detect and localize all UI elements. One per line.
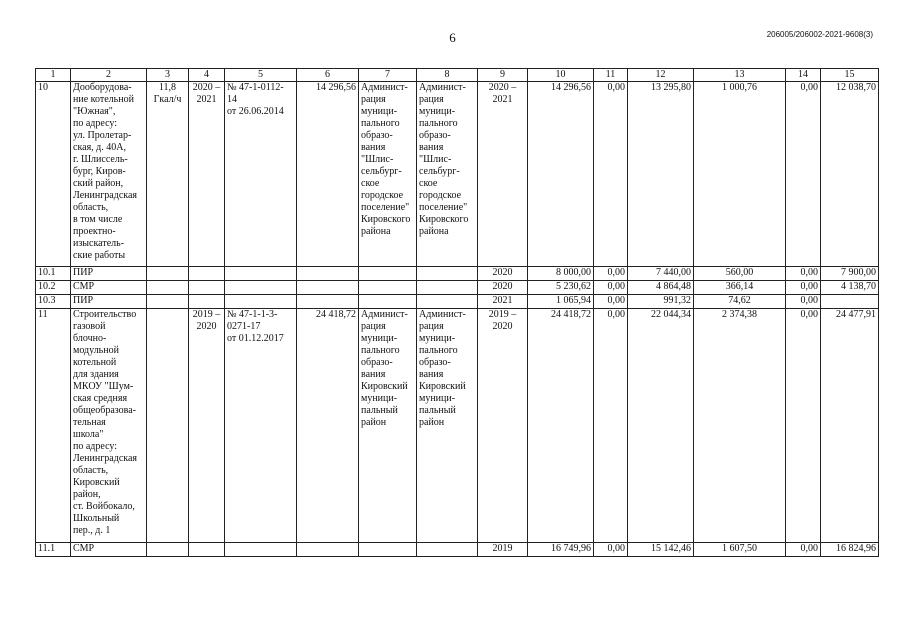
local-budget: 560,00 bbox=[694, 267, 786, 281]
object-name: СМР bbox=[71, 543, 147, 557]
total-amount: 16 749,96 bbox=[528, 543, 594, 557]
table-row bbox=[36, 267, 879, 281]
col-header: 9 bbox=[478, 69, 528, 82]
developer: Админист- рация муници- пального образо- вания "Шлис- сельбург- ское городское поселение" Кировского района bbox=[417, 82, 478, 267]
col-header: 3 bbox=[147, 69, 189, 82]
capacity bbox=[147, 267, 189, 281]
other-sources: 0,00 bbox=[786, 267, 821, 281]
table-row bbox=[36, 309, 879, 543]
financing-period: 2020 bbox=[478, 267, 528, 281]
local-budget: 1 000,76 bbox=[694, 82, 786, 267]
other-sources: 0,00 bbox=[786, 543, 821, 557]
federal-budget: 0,00 bbox=[594, 295, 628, 309]
regional-budget: 991,32 bbox=[628, 295, 694, 309]
row-number: 11.1 bbox=[36, 543, 71, 557]
federal-budget: 0,00 bbox=[594, 82, 628, 267]
estimated-cost bbox=[297, 281, 359, 295]
object-name: Дооборудова- ние котельной "Южная", по адресу: ул. Пролетар- ская, д. 40А, г. Шлиссель- бург, Киров- ский район, Ленинградская область, в том числе проектно- изыскатель- ские работы bbox=[71, 82, 147, 267]
remaining-cost: 12 038,70 bbox=[821, 82, 879, 267]
remaining-cost: 7 900,00 bbox=[821, 267, 879, 281]
row-number: 10 bbox=[36, 82, 71, 267]
col-header: 8 bbox=[417, 69, 478, 82]
period bbox=[189, 267, 225, 281]
period bbox=[189, 295, 225, 309]
other-sources: 0,00 bbox=[786, 295, 821, 309]
remaining-cost: 4 138,70 bbox=[821, 281, 879, 295]
col-header: 7 bbox=[359, 69, 417, 82]
expertise-conclusion bbox=[225, 267, 297, 281]
col-header: 2 bbox=[71, 69, 147, 82]
regional-budget: 22 044,34 bbox=[628, 309, 694, 543]
table-row bbox=[36, 543, 879, 557]
col-header: 1 bbox=[36, 69, 71, 82]
estimated-cost bbox=[297, 267, 359, 281]
estimated-cost bbox=[297, 543, 359, 557]
object-name: Строительство газовой блочно- модульной котельной для здания МКОУ "Шум- ская средняя общеобразова- тельная школа" по адресу: Ленинградская область, Кировский район, ст. Войбокало, Школьный пер., д. 1 bbox=[71, 309, 147, 543]
expertise-conclusion bbox=[225, 543, 297, 557]
object-name: ПИР bbox=[71, 267, 147, 281]
col-header: 13 bbox=[694, 69, 786, 82]
estimated-cost bbox=[297, 295, 359, 309]
objects-table bbox=[35, 68, 879, 557]
regional-budget: 15 142,46 bbox=[628, 543, 694, 557]
total-amount: 8 000,00 bbox=[528, 267, 594, 281]
col-header: 10 bbox=[528, 69, 594, 82]
customer bbox=[359, 295, 417, 309]
capacity bbox=[147, 543, 189, 557]
local-budget: 366,14 bbox=[694, 281, 786, 295]
row-number: 10.1 bbox=[36, 267, 71, 281]
federal-budget: 0,00 bbox=[594, 309, 628, 543]
col-header: 5 bbox=[225, 69, 297, 82]
financing-period: 2019 bbox=[478, 543, 528, 557]
local-budget: 2 374,38 bbox=[694, 309, 786, 543]
customer: Админист- рация муници- пального образо- вания "Шлис- сельбург- ское городское поселение" Кировского района bbox=[359, 82, 417, 267]
developer bbox=[417, 543, 478, 557]
row-number: 11 bbox=[36, 309, 71, 543]
capacity bbox=[147, 295, 189, 309]
customer: Админист- рация муници- пального образо- вания Кировский муници- пальный район bbox=[359, 309, 417, 543]
document-id: 206005/206002-2021-9608(3) bbox=[766, 30, 873, 39]
expertise-conclusion: № 47-1-1-3- 0271-17 от 01.12.2017 bbox=[225, 309, 297, 543]
estimated-cost: 24 418,72 bbox=[297, 309, 359, 543]
regional-budget: 7 440,00 bbox=[628, 267, 694, 281]
federal-budget: 0,00 bbox=[594, 281, 628, 295]
financing-period: 2021 bbox=[478, 295, 528, 309]
remaining-cost: 24 477,91 bbox=[821, 309, 879, 543]
estimated-cost: 14 296,56 bbox=[297, 82, 359, 267]
capacity bbox=[147, 309, 189, 543]
period: 2019 – 2020 bbox=[189, 309, 225, 543]
col-header: 14 bbox=[786, 69, 821, 82]
local-budget: 74,62 bbox=[694, 295, 786, 309]
other-sources: 0,00 bbox=[786, 281, 821, 295]
expertise-conclusion bbox=[225, 281, 297, 295]
customer bbox=[359, 281, 417, 295]
regional-budget: 13 295,80 bbox=[628, 82, 694, 267]
period: 2020 – 2021 bbox=[189, 82, 225, 267]
table-row bbox=[36, 281, 879, 295]
table-row bbox=[36, 295, 879, 309]
customer bbox=[359, 267, 417, 281]
period bbox=[189, 543, 225, 557]
developer bbox=[417, 295, 478, 309]
expertise-conclusion: № 47-1-0112- 14 от 26.06.2014 bbox=[225, 82, 297, 267]
federal-budget: 0,00 bbox=[594, 543, 628, 557]
page-number: 6 bbox=[449, 30, 456, 45]
capacity: 11,8 Гкал/ч bbox=[147, 82, 189, 267]
col-header: 4 bbox=[189, 69, 225, 82]
col-header: 11 bbox=[594, 69, 628, 82]
col-header: 15 bbox=[821, 69, 879, 82]
capacity bbox=[147, 281, 189, 295]
total-amount: 24 418,72 bbox=[528, 309, 594, 543]
developer bbox=[417, 267, 478, 281]
row-number: 10.2 bbox=[36, 281, 71, 295]
remaining-cost bbox=[821, 295, 879, 309]
total-amount: 14 296,56 bbox=[528, 82, 594, 267]
regional-budget: 4 864,48 bbox=[628, 281, 694, 295]
developer: Админист- рация муници- пального образо- вания Кировский муници- пальный район bbox=[417, 309, 478, 543]
other-sources: 0,00 bbox=[786, 309, 821, 543]
remaining-cost: 16 824,96 bbox=[821, 543, 879, 557]
table-row bbox=[36, 82, 879, 267]
object-name: ПИР bbox=[71, 295, 147, 309]
federal-budget: 0,00 bbox=[594, 267, 628, 281]
col-header: 12 bbox=[628, 69, 694, 82]
column-number-row bbox=[36, 69, 879, 82]
total-amount: 1 065,94 bbox=[528, 295, 594, 309]
object-name: СМР bbox=[71, 281, 147, 295]
col-header: 6 bbox=[297, 69, 359, 82]
local-budget: 1 607,50 bbox=[694, 543, 786, 557]
row-number: 10.3 bbox=[36, 295, 71, 309]
financing-period: 2020 bbox=[478, 281, 528, 295]
customer bbox=[359, 543, 417, 557]
expertise-conclusion bbox=[225, 295, 297, 309]
financing-period: 2020 – 2021 bbox=[478, 82, 528, 267]
financing-period: 2019 – 2020 bbox=[478, 309, 528, 543]
developer bbox=[417, 281, 478, 295]
period bbox=[189, 281, 225, 295]
other-sources: 0,00 bbox=[786, 82, 821, 267]
total-amount: 5 230,62 bbox=[528, 281, 594, 295]
